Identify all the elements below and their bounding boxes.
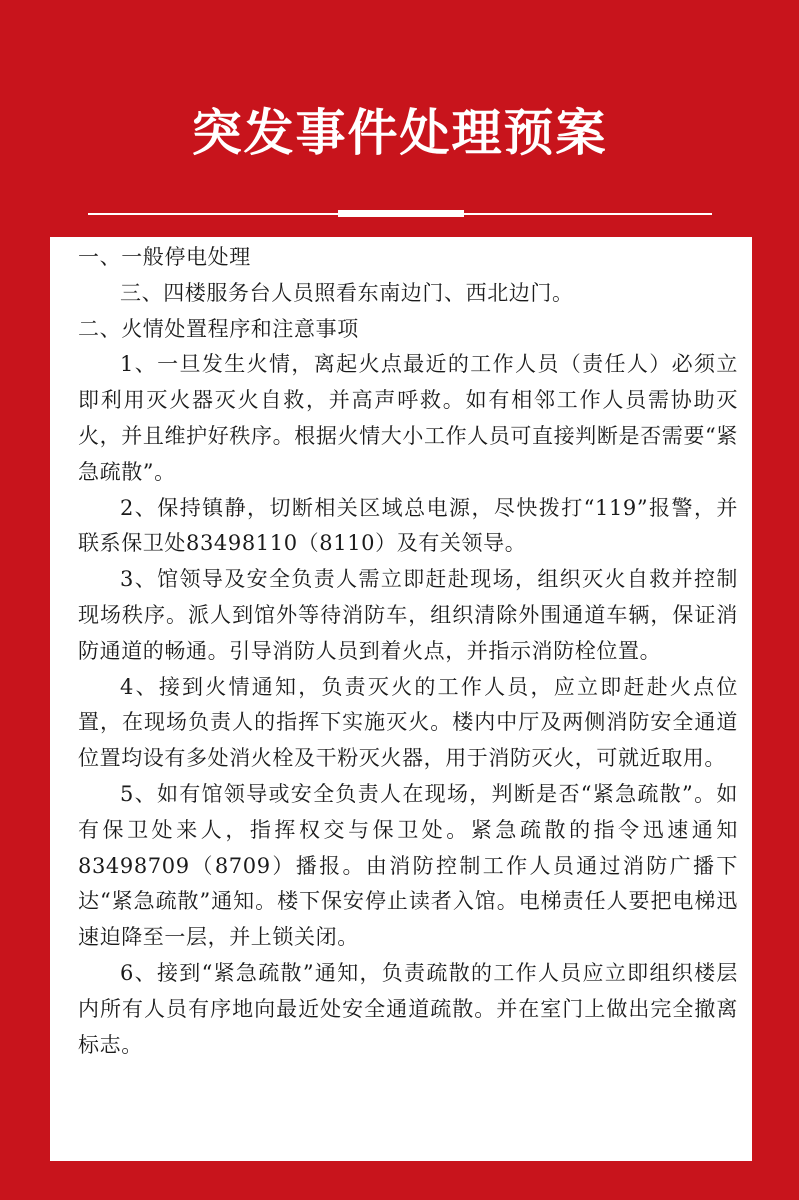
page-title: 突发事件处理预案 [191, 104, 608, 162]
paragraph-step-5: 5、如有馆领导或安全负责人在现场，判断是否“紧急疏散”。如有保卫处来人，指挥权交与保卫处。紧急疏散的指令迅速通知83498709（8709）播报。由消防控制工作人员通过消防广播下达“紧急疏散”通知。楼下保安停止读者入馆。电梯责任人要把电梯迅速迫降至一层，并上锁关闭。 [78, 781, 738, 950]
section-heading-power-outage: 一、一般停电处理 [78, 245, 251, 269]
paragraph-step-1: 1、一旦发生火情，离起火点最近的工作人员（责任人）必须立即利用灭火器灭火自救，并高声呼救。如有相邻工作人员需协助灭火，并且维护好秩序。根据火情大小工作人员可直接判断是否需要“紧急疏散”。 [78, 352, 738, 484]
paragraph-service-desk: 三、四楼服务台人员照看东南边门、西北边门。 [120, 280, 574, 305]
document-body [78, 240, 738, 1063]
paragraph-step-2: 2、保持镇静，切断相关区域总电源，尽快拨打“119”报警，并联系保卫处83498110（8110）及有关领导。 [78, 495, 738, 556]
paragraph-step-4: 4、接到火情通知，负责灭火的工作人员，应立即赶赴火点位置，在现场负责人的指挥下实施灭火。楼内中厅及两侧消防安全通道位置均设有多处消火栓及干粉灭火器，用于消防灭火，可就近取用。 [78, 674, 738, 771]
paragraph-step-3: 3、馆领导及安全负责人需立即赶赴现场，组织灭火自救并控制现场秩序。派人到馆外等待消防车，组织清除外围通道车辆，保证消防通道的畅通。引导消防人员到着火点，并指示消防栓位置。 [78, 567, 738, 663]
section-heading-fire-procedure: 二、火情处置程序和注意事项 [78, 316, 359, 341]
paragraph-step-6: 6、接到“紧急疏散”通知，负责疏散的工作人员应立即组织楼层内所有人员有序地向最近处安全通道疏散。并在室门上做出完全撤离标志。 [78, 960, 738, 1057]
title-divider-accent [338, 210, 464, 217]
